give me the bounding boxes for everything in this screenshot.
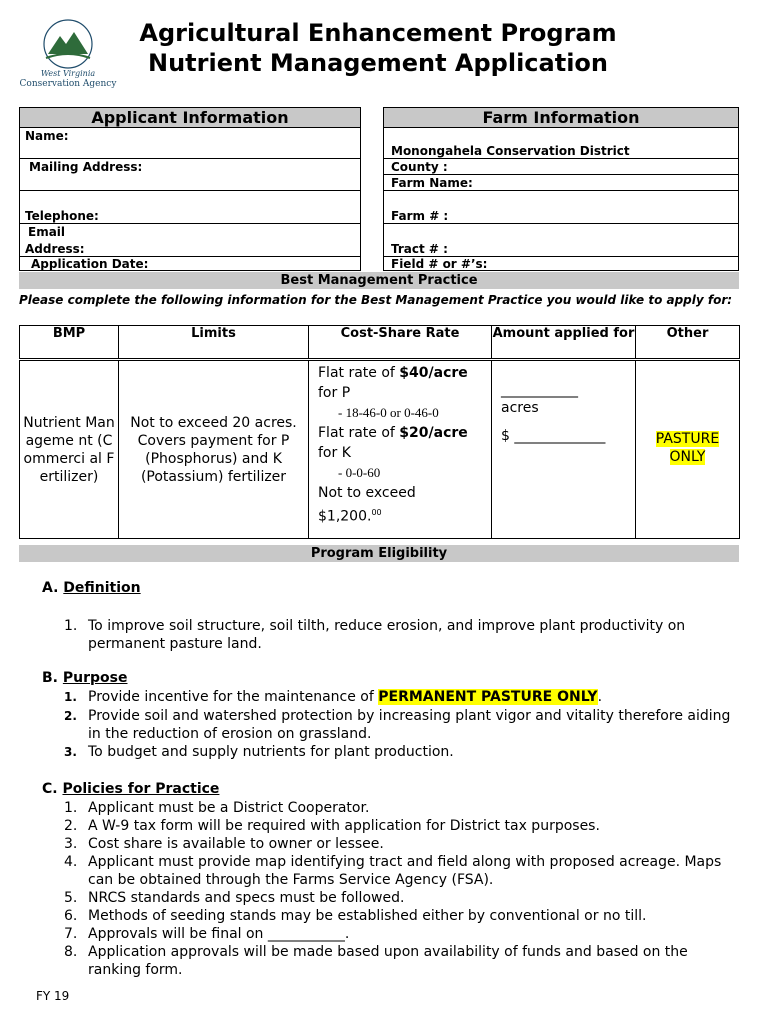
amount-cell[interactable]: ___________ acres $ _____________ <box>492 361 636 539</box>
cost-share-cell: Flat rate of $40/acre for P - 18-46-0 or 0-46-0 Flat rate of $20/acre for K - 0-0-60 Not to exceed $1,200.00 <box>309 361 492 539</box>
other-cell: PASTURE ONLY <box>636 361 740 539</box>
pasture-only-badge: PASTURE <box>655 431 720 447</box>
county-label: County : <box>391 160 448 174</box>
list-item: 8. Application approvals will be made based upon availability of funds and based on the ranking form. <box>64 944 688 978</box>
list-item: 4. Applicant must provide map identifying tract and field along with proposed acreage. Maps can be obtained through the Farms Service Agency (FSA). <box>64 854 722 888</box>
district-name: Monongahela Conservation District <box>391 144 630 158</box>
limits-cell: Not to exceed 20 acres. Covers payment for P (Phosphorus) and K (Potassium) fertilizer <box>119 361 309 539</box>
table-row <box>20 361 740 539</box>
list-item: 1. To improve soil structure, soil tilth, reduce erosion, and improve plant productivity on permanent pasture land. <box>64 618 686 652</box>
agency-logo-text: West Virginia Conservation Agency <box>19 69 117 89</box>
list-item: 2. Provide soil and watershed protection by increasing plant vigor and vitality therefore aiding in the reduction of erosion on grassland. <box>64 708 731 742</box>
email-label: Email Address: <box>25 225 85 256</box>
col-cost-share: Cost-Share Rate <box>309 326 492 359</box>
bmp-heading: Best Management Practice <box>19 272 739 289</box>
list-item: 3. To budget and supply nutrients for plant production. <box>64 744 454 760</box>
farm-name-label: Farm Name: <box>391 176 473 190</box>
section-c-heading: C. Policies for Practice <box>42 781 220 797</box>
footer-fiscal-year: FY 19 <box>36 989 70 1003</box>
section-a-heading: A. Definition <box>42 580 141 596</box>
list-item: 1. Applicant must be a District Cooperator. <box>64 800 370 816</box>
field-number-label: Field # or #’s: <box>391 257 488 271</box>
tract-number-label: Tract # : <box>391 242 448 256</box>
list-item: 3. Cost share is available to owner or lessee. <box>64 836 384 852</box>
col-amount: Amount applied for <box>492 326 636 359</box>
col-bmp: BMP <box>20 326 119 359</box>
col-limits: Limits <box>119 326 309 359</box>
mailing-address-label: Mailing Address: <box>29 160 143 174</box>
applicant-info-heading: Applicant Information <box>20 108 360 127</box>
section-b-heading: B. Purpose <box>42 670 128 686</box>
farm-info-heading: Farm Information <box>384 108 738 127</box>
acres-blank[interactable]: ___________ <box>501 382 578 398</box>
list-item: 5. NRCS standards and specs must be followed. <box>64 890 405 906</box>
farm-number-label: Farm # : <box>391 209 449 223</box>
application-date-label: Application Date: <box>31 257 149 271</box>
list-item: 1. Provide incentive for the maintenance of PERMANENT PASTURE ONLY. <box>64 689 603 705</box>
program-eligibility-heading: Program Eligibility <box>19 545 739 562</box>
telephone-label: Telephone: <box>25 209 99 223</box>
bmp-instructions: Please complete the following information for the Best Management Practice you would like to apply for: <box>19 293 733 307</box>
col-other: Other <box>636 326 740 359</box>
list-item: 2. A W-9 tax form will be required with application for District tax purposes. <box>64 818 600 834</box>
bmp-table <box>19 325 740 539</box>
name-label: Name: <box>25 129 69 143</box>
bmp-cell: Nutrient Manageme nt (Commerci al Fertilizer) <box>20 361 119 539</box>
dollar-blank[interactable]: $ _____________ <box>501 428 606 444</box>
list-item: 7. Approvals will be final on ___________. <box>64 926 350 942</box>
page-title: Agricultural Enhancement Program Nutrient Management Application <box>139 19 617 77</box>
permanent-pasture-highlight: PERMANENT PASTURE ONLY <box>378 689 598 705</box>
list-item: 6. Methods of seeding stands may be established either by conventional or no till. <box>64 908 647 924</box>
